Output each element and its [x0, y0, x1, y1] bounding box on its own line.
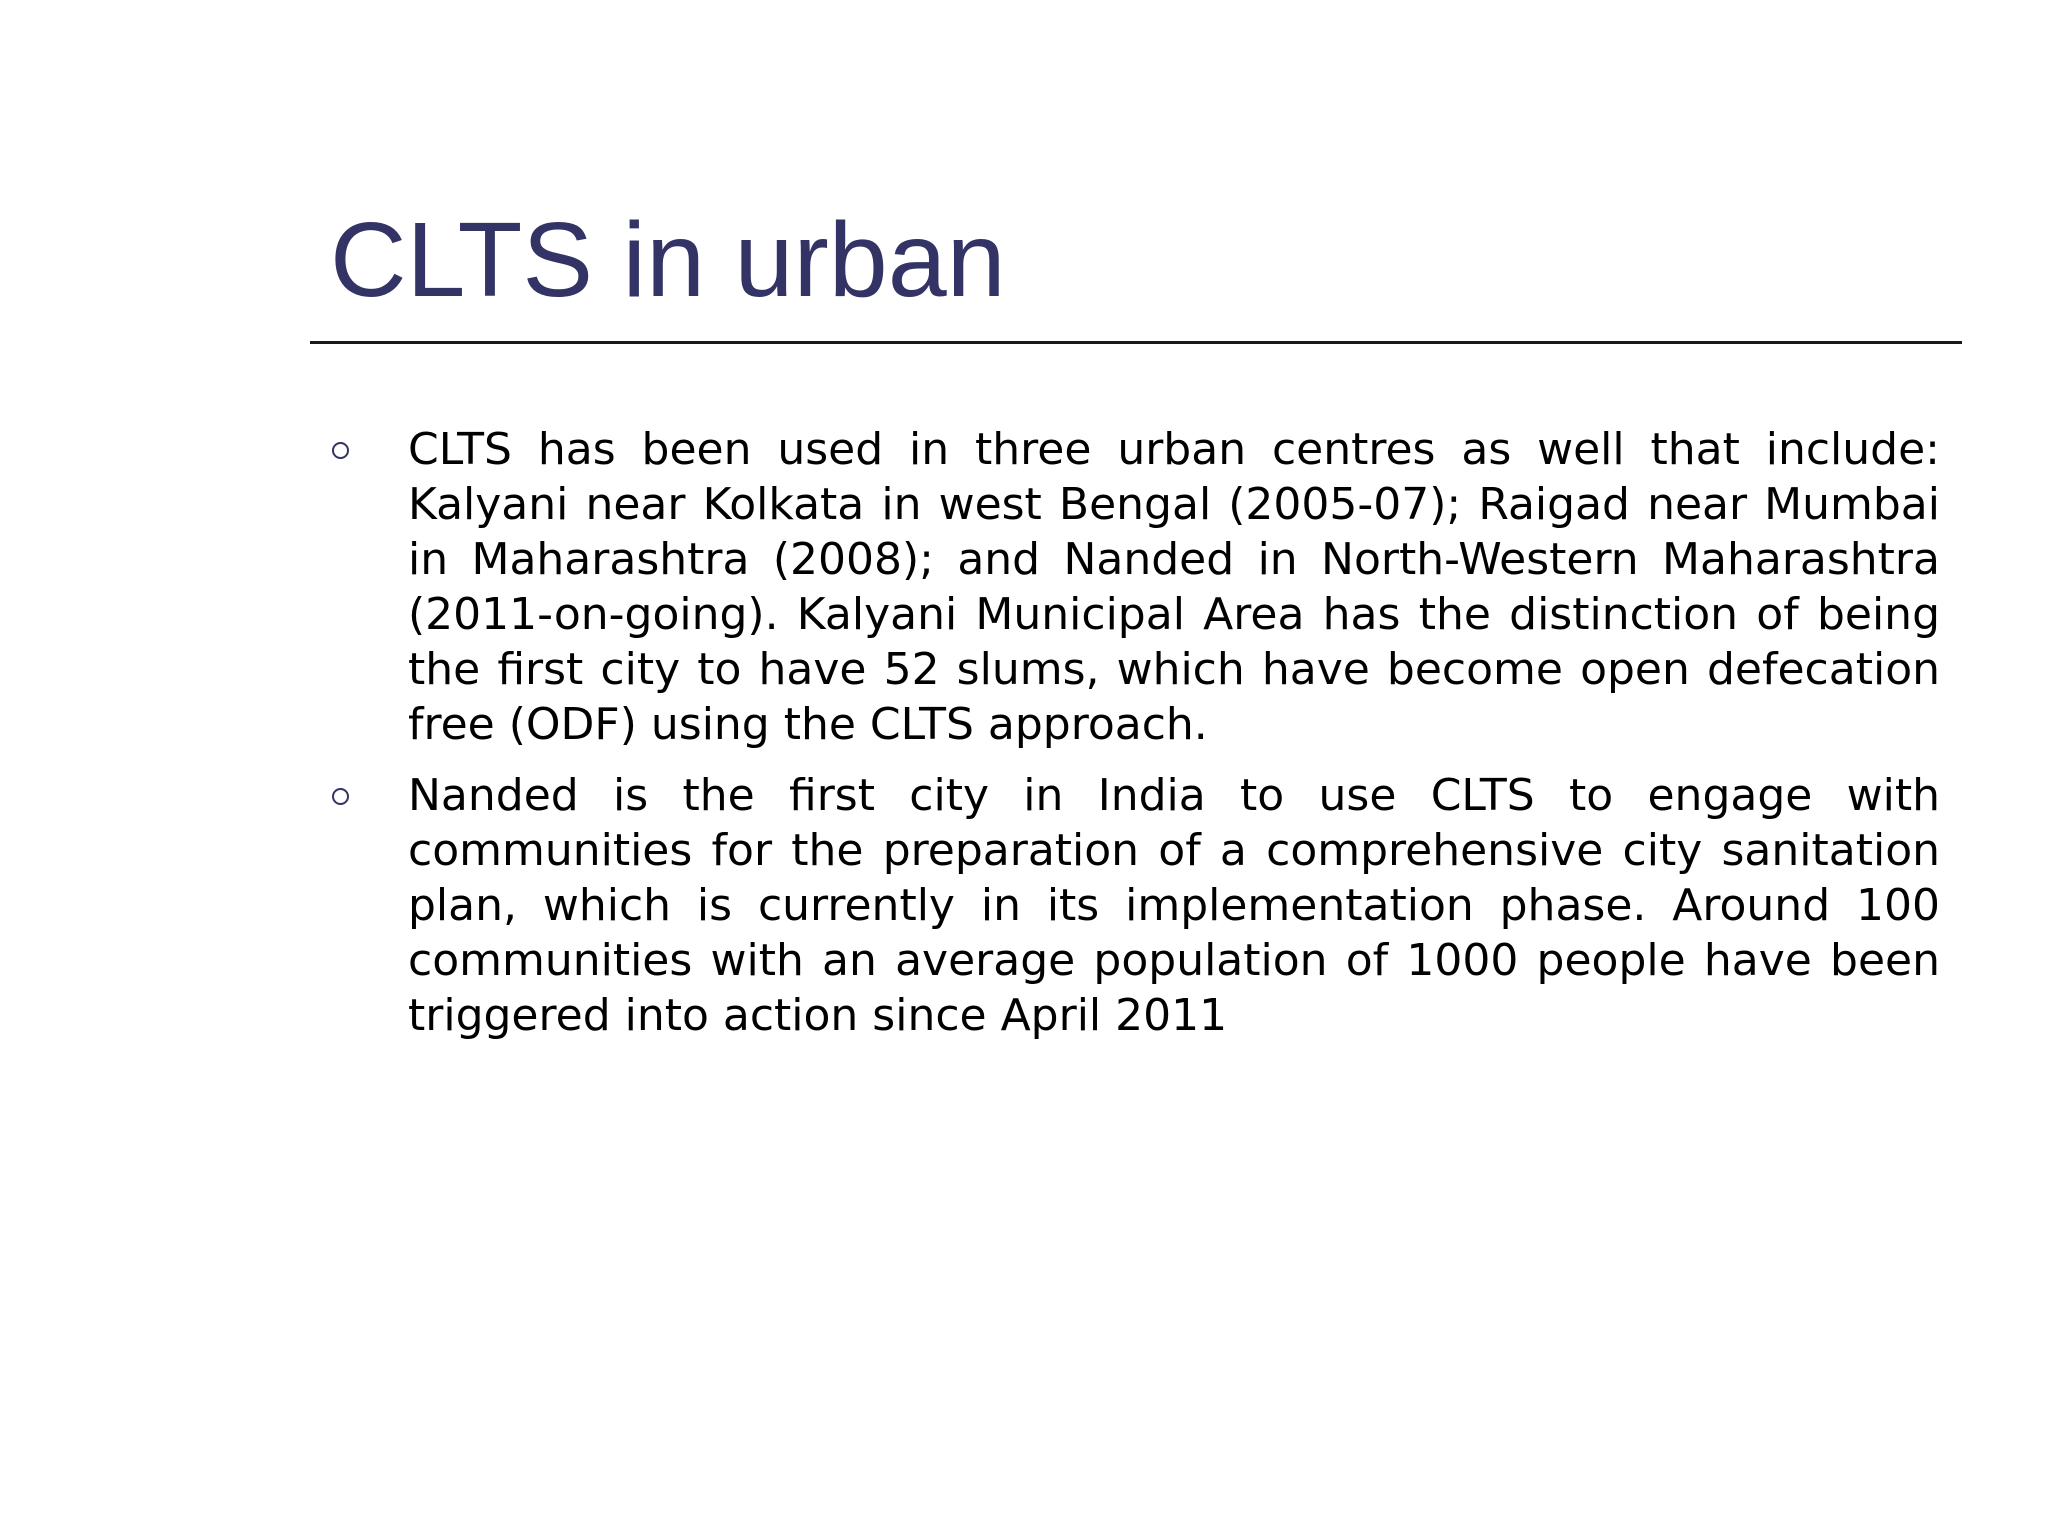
slide-title: CLTS in urban — [330, 201, 1006, 319]
title-divider — [310, 341, 1962, 344]
bullet-list — [330, 422, 1940, 1059]
bullet-item — [330, 422, 1940, 752]
bullet-text: CLTS has been used in three urban centres as well that include: Kalyani near Kolkata in west Bengal (2005-07); Raigad near Mumbai in Maharashtra (2008); and Nanded in North-Western Maharashtra (2011-on-going). Kalyani Municipal Area has the distinction of being the first city to have 52 slums, which have become open defecation free (ODF) using the CLTS approach. — [408, 424, 1940, 750]
hollow-circle-bullet-icon — [332, 442, 349, 459]
bullet-item — [330, 768, 1940, 1043]
bullet-text: Nanded is the first city in India to use CLTS to engage with communities for the preparation of a comprehensive city sanitation plan, which is currently in its implementation phase. Around 100 communities with an average population of 1000 people have been triggered into action since April 2011 — [408, 770, 1940, 1041]
hollow-circle-bullet-icon — [332, 788, 349, 805]
